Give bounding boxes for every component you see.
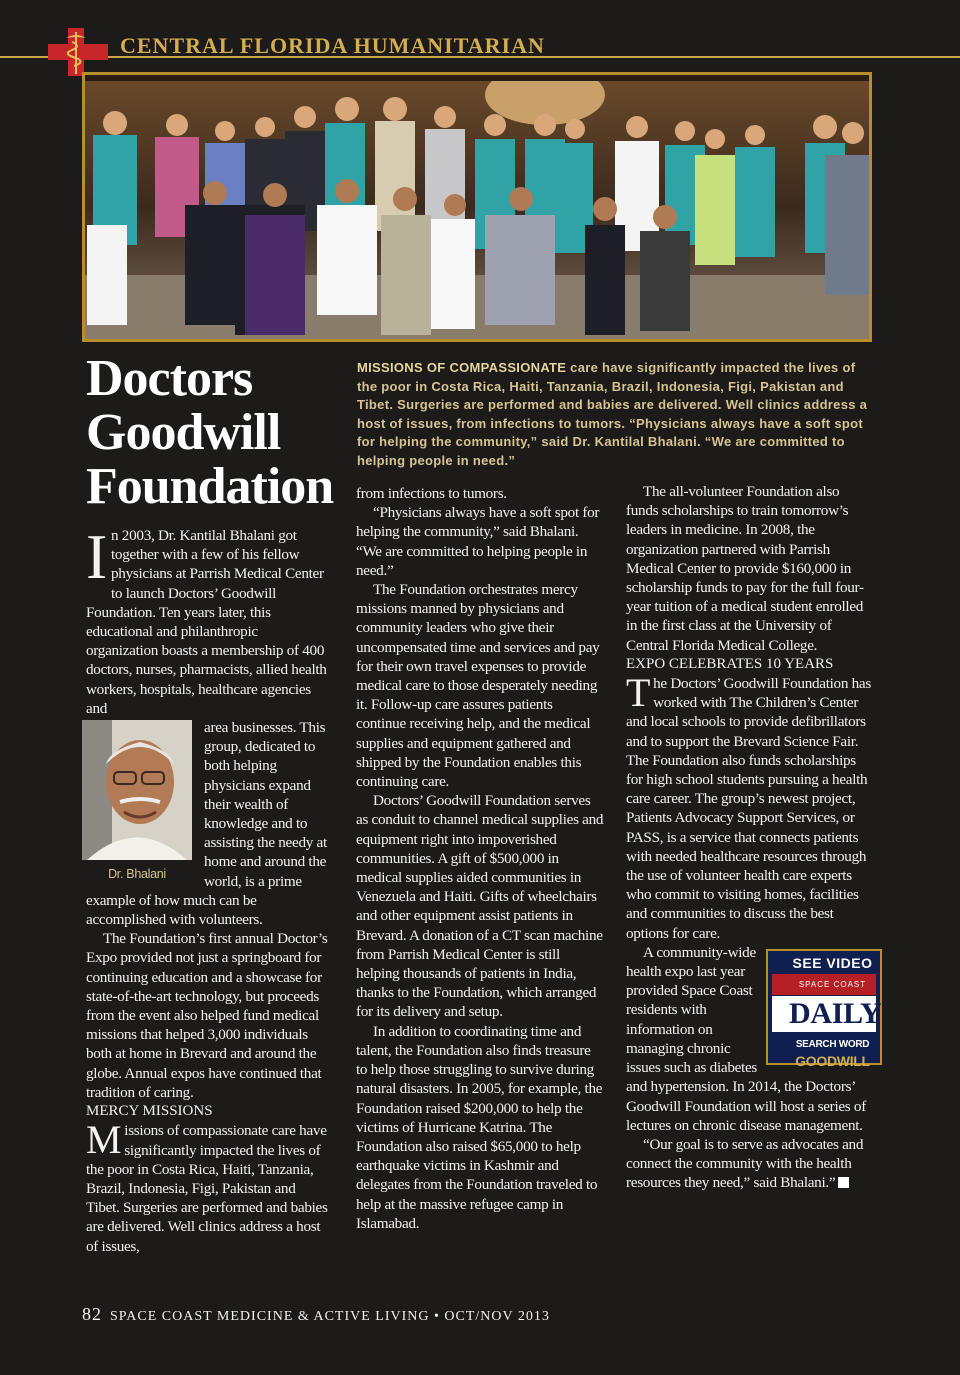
article-column-3 [626, 482, 882, 1193]
medical-cross-logo-icon [48, 28, 110, 76]
paragraph: area businesses. This group, dedicated to both helping physicians expand their wealth of knowledge and to assisting the needy at home and around the world, is a prime example of how much can be accomplished with volunteers. [86, 719, 327, 929]
paragraph-text: issions of compassionate care have significantly impacted the lives of the poor in Costa Rica, Haiti, Tanzania, Brazil, Indonesia, Figi, Pakistan and Tibet. Surgeries are performed and babies are delivered. Well clinics address a host of issues, [86, 1122, 328, 1255]
page-number: 82 [82, 1304, 102, 1324]
publication-line: SPACE COAST MEDICINE & ACTIVE LIVING • OCT/NOV 2013 [110, 1309, 550, 1324]
video-box-daily-logo: DAILY [772, 996, 876, 1032]
paragraph [626, 943, 882, 1135]
paragraph-text: A community-wide health expo last year provided Space Coast residents with information on managing chronic issues such as diabetes and hypertension. In 2014, the Doctors’ Goodwill Foundation will host a series of lectures on chronic disease management. [626, 943, 866, 1134]
see-video-badge[interactable] [766, 949, 882, 1070]
paragraph-text: “Our goal is to serve as advocates and connect the community with the health resources they need,” said Bhalani.” [626, 1135, 864, 1192]
end-mark [838, 1177, 849, 1188]
subhead: MERCY MISSIONS [86, 1103, 213, 1120]
paragraph-text: he Doctors’ Goodwill Foundation has worked with The Children’s Center and local schools to provide defibrillators and to support the Brevard Science Fair. The Foundation also funds scholarships for high school students pursuing a health care career. The group’s newest project, Patients Advocacy Support Services, or PASS, is a service that connects patients with needed healthcare resources through the use of volunteer health care experts who commit to visiting homes, facilities and communities to discuss the best options for care. [626, 675, 871, 942]
title-line: Doctors [86, 350, 253, 407]
paragraph: The Foundation’s first annual Doctor’s Expo provided not just a springboard for continuing education and a showcase for state-of-the-art technology, but proceeds from the event also helped fund medical missions that helped 3,000 individuals both at home in Brevard and around the globe. Annual expos have continued that tradition of caring. [86, 930, 328, 1101]
paragraph [86, 521, 332, 718]
title-line: Goodwill [86, 404, 281, 461]
drop-cap: M [86, 1117, 122, 1163]
drop-cap: T [626, 670, 651, 716]
paragraph: Doctors’ Goodwill Foundation serves as conduit to channel medical supplies and equipment right into impoverished communities. A gift of $500,000 in medical supplies aided communities in Venezuela and Haiti. Gifts of wheelchairs and other equipment assist patients in Brevard. A donation of a CT scan machine from Parrish Medical Center is still helping thousands of patients in India, thanks to the Foundation, which arranged for its delivery and setup. [356, 792, 604, 1021]
paragraph: “Physicians always have a soft spot for helping the community,” said Bhalani. “We are committed to helping people in need.” [356, 504, 600, 579]
photo-caption [357, 359, 877, 470]
portrait-image [82, 720, 192, 860]
caption-lead: MISSIONS OF COMPASSIONATE [357, 360, 567, 375]
video-box-heading: SEE VIDEO [792, 954, 873, 971]
group-photo-image [85, 75, 869, 339]
section-title: CENTRAL FLORIDA HUMANITARIAN [120, 33, 545, 58]
drop-cap: I [86, 521, 108, 592]
paragraph [626, 670, 874, 943]
page-footer [82, 1304, 550, 1325]
subhead: EXPO CELEBRATES 10 YEARS [626, 655, 834, 672]
video-box-search-word: GOODWILL [795, 1053, 870, 1070]
paragraph: from infections to tumors. [356, 485, 507, 502]
portrait-caption: Dr. Bhalani [108, 866, 166, 881]
article-column-1 [86, 521, 332, 1256]
portrait-photo [82, 720, 192, 880]
group-photo [82, 72, 872, 342]
article-title [86, 352, 348, 514]
paragraph [626, 1135, 874, 1193]
caption-text: care have significantly impacted the lives of the poor in Costa Rica, Haiti, Tanzania, Brazil, Indonesia, Figi, Pakistan and Tibet. Surgeries are performed and babies are delivered. Well clinics address a host of issues, from infections to tumors. “Physicians always have a soft spot for helping the community,” said Dr. Kantilal Bhalani. “We are committed to helping people in need.” [357, 360, 868, 468]
paragraph-text: n 2003, Dr. Kantilal Bhalani got together with a few of his fellow physicians at Parrish Medical Center to launch Doctors’ Goodwill Foundation. Ten years later, this educational and philanthropic organization boasts a membership of 400 doctors, nurses, pharmacists, allied health workers, hospitals, healthcare agencies and [86, 527, 327, 717]
article-column-2 [356, 484, 604, 1233]
video-box-band: SPACE COAST [772, 974, 876, 995]
section-header [0, 28, 960, 72]
paragraph: In addition to coordinating time and talent, the Foundation also finds treasure to help those struggling to survive during natural disasters. In 2005, for example, the Foundation raised $200,000 to help the victims of Hurricane Katrina. The Foundation also raised $65,000 to help earthquake victims in Kashmir and delegates from the Foundation traveled to help at the massive refugee camp in Islamabad. [356, 1022, 603, 1232]
paragraph [86, 1117, 332, 1255]
paragraph: The all-volunteer Foundation also funds scholarships to train tomorrow’s leaders in medicine. In 2008, the organization partnered with Parrish Medical Center to provide $160,000 in scholarship funds to pay for the full four-year tuition of a medical student enrolled in the first class at the University of Central Florida Medical College. [626, 483, 864, 654]
video-box-search-label: SEARCH WORD [795, 1039, 870, 1051]
paragraph: The Foundation orchestrates mercy missions manned by physicians and community leaders who give their uncompensated time and services and pay for their own travel expenses to provide medical care to those desperately needing it. Follow-up care assures patients continue receiving help, and the medical supplies and equipment gathered and shipped by the Foundation enables this continuing care. [356, 581, 600, 791]
title-line: Foundation [86, 458, 334, 515]
